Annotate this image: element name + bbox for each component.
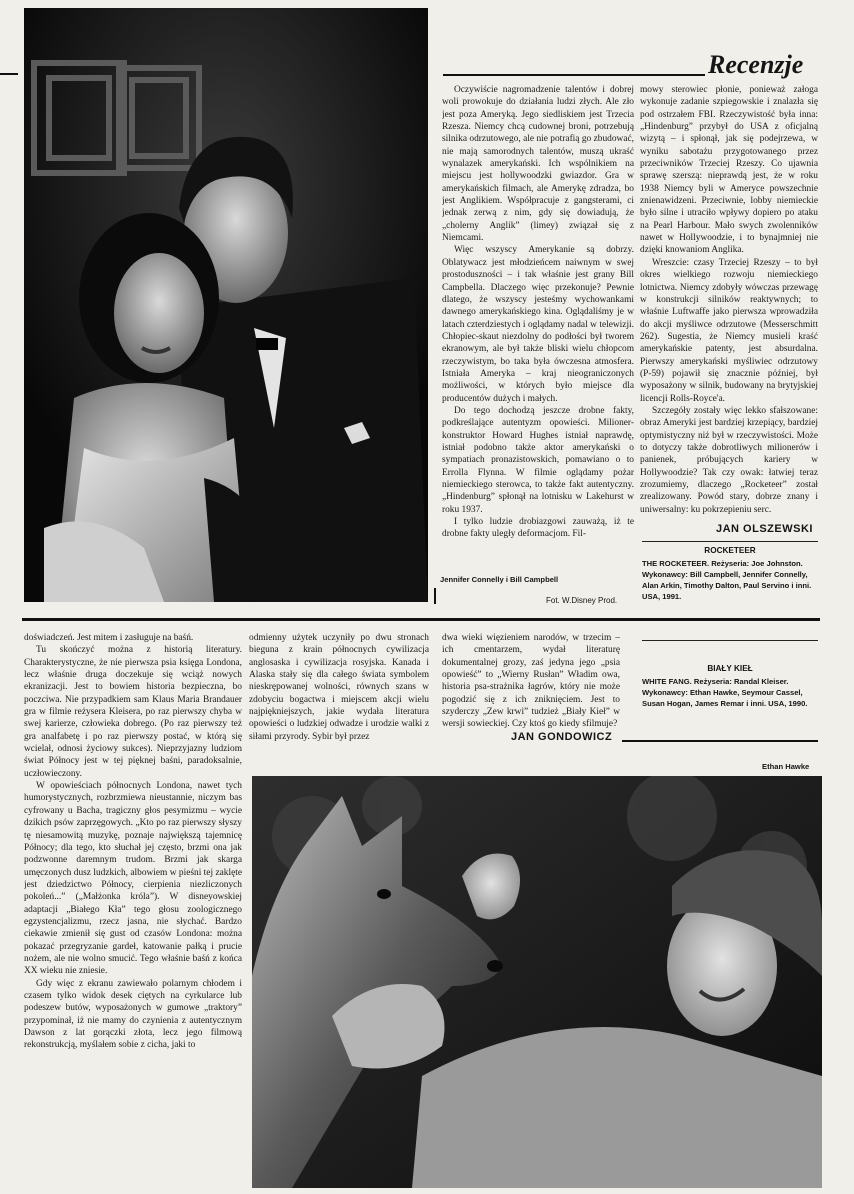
paragraph: Wreszcie: czasy Trzeciej Rzeszy – to był okres wielkiego rozwoju niemieckiego lotnictwa. Niemcy zdobyły wówczas przewagę w konstrukcji silników reaktywnych; to właśnie Luftwaffe jako pierwsza wprowadziła do akcji myśliwce odrzutowe (Messerschmitt 262). Sugestia, że Niemcy musieli kraść amerykańskie patenty, jest absurdalna. Pierwszy amerykański myśliwiec odrzutowy (P-59) pojawił się znacznie później, był wyposażony w silnik, budowany na brytyjskiej licencji Rolls-Royce'a. xyxy=(640,257,818,404)
rocketeer-photo xyxy=(24,8,428,602)
rocketeer-box-rule xyxy=(642,541,818,542)
header-rule xyxy=(443,74,705,76)
paragraph: Szczegóły zostały więc lekko sfałszowane: obraz Ameryki jest bardziej krzepiący, bardziej optymistyczny niż był w rzeczywistości. Może to dotyczy także dobrotliwych milionerów i panienek, próbujących kariery w Hollywoodzie? Tak czy owak: łatwiej teraz zrozumiemy, dlaczego „Rocketeer” został zrealizowany. Powód stary, dobrze znany i uniwersalny: ku pokrzepieniu serc. xyxy=(640,405,818,514)
caption-marker xyxy=(434,588,436,604)
article-top-column-2 xyxy=(640,84,818,514)
paragraph: W opowieściach północnych Londona, nawet tych humorystycznych, rozbrzmiewa nieustannie, niczym bas cyfrowany u Bacha, tragiczny głos pesymizmu – wycie dzikich psów zaprzęgowych. „Kto po raz pierwszy słyszy tę niesamowitą muzykę, poznaje największą tajemnicę Północy; dla tego, kto słuchał jej często, brzmi ona jak podzwonne daremnym trudom. Brzmi jak skarga umęczonych dusz ludzkich, albowiem w pieśni tej zaklęte jest dziedzictwo Północy, cierpienia niezliczonych pokoleń...” („Małżonka króla”). W disneyowskiej adaptacji „Białego Kła” tego głosu zoologicznego egzystencjalizmu, rzecz jasna, nie słychać. Bardzo ciekawie zmienił się gust od czasów Londona: można pokazać przegryzanie gardeł, katowanie pałką i prucie nożem, ale nie wolno smucić. Tego właśnie baśń z końca XX wieku nie zniesie. xyxy=(24,781,242,977)
author-byline: JAN OLSZEWSKI xyxy=(716,523,813,535)
paragraph: doświadczeń. Jest mitem i zasługuje na baśń. xyxy=(24,633,194,643)
article-bottom-column-3 xyxy=(442,632,620,732)
paragraph: Gdy więc z ekranu zawiewało polarnym chłodem i czasem tylko widok desek ciętych na cyrkularce lub podeszew butów, wyposażonych w gumowe „traktory” przypominał, iż nie mamy do czynienia z autentycznym Dawson z lat gorączki złota, lecz jego filmową rekonstrukcją, myślałem sobie z cicha, jaki to xyxy=(24,978,242,1051)
rocketeer-box-credits: THE ROCKETEER. Reżyseria: Joe Johnston. Wykonawcy: Bill Campbell, Jennifer Connelly, Alan Arkin, Timothy Dalton, Paul Servino i inni. USA, 1991. xyxy=(642,559,812,601)
bottom-photo-caption: Ethan Hawke xyxy=(762,762,810,771)
paragraph: Więc wszyscy Amerykanie są dobrzy. Oblatywacz jest młodzieńcem naiwnym w swej prostoduszności – i tak właśnie jest grany Bill Campbella. Dlaczego więc przekonuje? Pewnie dlatego, że wszyscy jesteśmy wychowankami dawnego amerykańskiego kina. Oglądaliśmy je w latach czterdziestych i oglądamy nadal w telewizji. Chłopiec-skaut niezdolny do podłości był tworem ekranowym, ale był także bliski wielu chłopcom rzeczywistym, bo taka była ówczesna atmosfera. Istniała Ameryka – kraj nieograniczonych możliwości, w których było miejsce dla producentów dużych i małych. xyxy=(442,245,634,404)
paragraph: I tylko ludzie drobiazgowi zauważą, iż te drobne fakty uległy deformacjom. Fil- xyxy=(442,517,634,540)
section-divider xyxy=(22,618,820,621)
article-top-column-1 xyxy=(442,84,634,556)
header-left-rule xyxy=(0,73,18,75)
article-bottom-column-2 xyxy=(249,632,429,752)
rocketeer-box-title: ROCKETEER xyxy=(704,546,756,555)
top-photo-credit: Fot. W.Disney Prod. xyxy=(546,596,618,605)
paragraph: Oczywiście nagromadzenie talentów i dobrej woli prowokuje do działania ludzi złych. Ale zło jest poza Ameryką. Jego siedliskiem jest Trzecia Rzesza. Niemcy chcą cudownej broni, potrzebują silnika odrzutowego, ale nie potrafią go zbudować, nie mają samorodnych talentów, muszą ukraść wynalazek amerykański. Ich wspólnikiem na miejscu jest hollywoodzki gwiazdor. Gra w amerykańskich filmach, ale Amerykę zdradza, bo jest Anglikiem. Współpracuje z gangsterami, ci jednak zerwą z nim, gdy się dowiadują, że „cholerny Anglik” (limey) związał się z Niemcami. xyxy=(442,85,634,244)
paragraph: mowy sterowiec płonie, ponieważ załoga wykonuje zadanie szpiegowskie i znalazła się pod ostrzałem FBI. Rzeczywistość była inna: „Hindenburg” przybył do USA z oficjalną wizytą – i spłonął, jak się podejrzewa, w wyniku sabotażu przygotowanego przez przeciwników Trzeciej Rzeszy. Co ujawnia sprawę szerszą: nieprawdą jest, że w roku 1938 Niemcy byli w Ameryce powszechnie znienawidzeni. Przeciwnie, lobby niemieckie było silne i utraciło wpływy dopiero po ataku na Pearl Harbour. Mało swych zwolenników nawet w Hollywoodzie, i to bynajmniej nie dzięki knowaniom Anglika. xyxy=(640,85,818,256)
article-bottom-column-1 xyxy=(24,632,242,1142)
paragraph: odmienny użytek uczyniły po dwu stronach bieguna z krain północnych cywilizacja anglosaska i cywilizacja rosyjska. Kanada i Alaska stały się dla całego świata symbolem nieskrępowanej wolności, równych szans w zdobyciu bogactwa i miejscem akcji wielu najpiękniejszych, jakie wydała literatura opowieści o ludzkiej odwadze i urodzie walki z siłami przyrody. Sybir był przez xyxy=(249,633,429,742)
paragraph: Do tego dochodzą jeszcze drobne fakty, podkreślające autentyzm opowieści. Milioner-konstruktor Howard Hughes istniał naprawdę, istniał podobno także aktor amerykański o sympatiach pronazistowskich, pomawiano o to Errolla Flynna. W filmie oglądamy pożar niemieckiego sterowca, to także fakt autentyczny. „Hindenburg” spłonął na lotnisku w Lakehurst w roku 1937. xyxy=(442,405,634,515)
white-fang-photo xyxy=(252,776,822,1188)
section-title: Recenzje xyxy=(708,50,804,79)
paragraph: dwa wieki więzieniem narodów, w trzecim – ich cmentarzem, wydał literaturę dokumentalnej grozy, zaś jedyna jego „psia opowieść” to „Wierny Rusłan” Władim owa, historia psa-strażnika łagrów, który nie może pogodzić się z ich zniknięciem. Jest to szyderczy „Zew krwi” tudzież „Biały Kieł” w wersji sowieckiej. Czy ktoś go kiedy sfilmuje? xyxy=(442,633,620,730)
bialy-kiel-box-rule-bottom xyxy=(622,740,818,742)
author-byline: JAN GONDOWICZ xyxy=(511,731,613,743)
paragraph: Tu skończyć można z historią literatury. Charakterystyczne, że nie pierwsza psia księga Londona, lecz właśnie druga doczekuje się wciąż nowych ekranizacji. Jest to bowiem historia bezpieczna, bo poczciwa. Nie przypadkiem sam Klaus Maria Brandauer gra w filmie reżysera Kleisera, po raz pierwszy chyba w swej karierze, człowieka dobrego. (Po raz pierwszy też gra analfabetę i po raz pierwszy postać, w którą się wcielał, odnosi życiowy sukces). Nieprzyjazny ludziom świat Północy jest w tej pięknej baśni, paradoksalnie, uczłowieczony. xyxy=(24,645,242,779)
bialy-kiel-box-credits: WHITE FANG. Reżyseria: Randal Kleiser. Wykonawcy: Ethan Hawke, Seymour Cassel, Susan Hogan, James Remar i inni. USA, 1990. xyxy=(642,677,808,708)
bialy-kiel-box-title: BIAŁY KIEŁ xyxy=(707,664,753,673)
bialy-kiel-box-rule xyxy=(642,640,818,641)
top-photo-caption: Jennifer Connelly i Bill Campbell xyxy=(440,575,559,584)
